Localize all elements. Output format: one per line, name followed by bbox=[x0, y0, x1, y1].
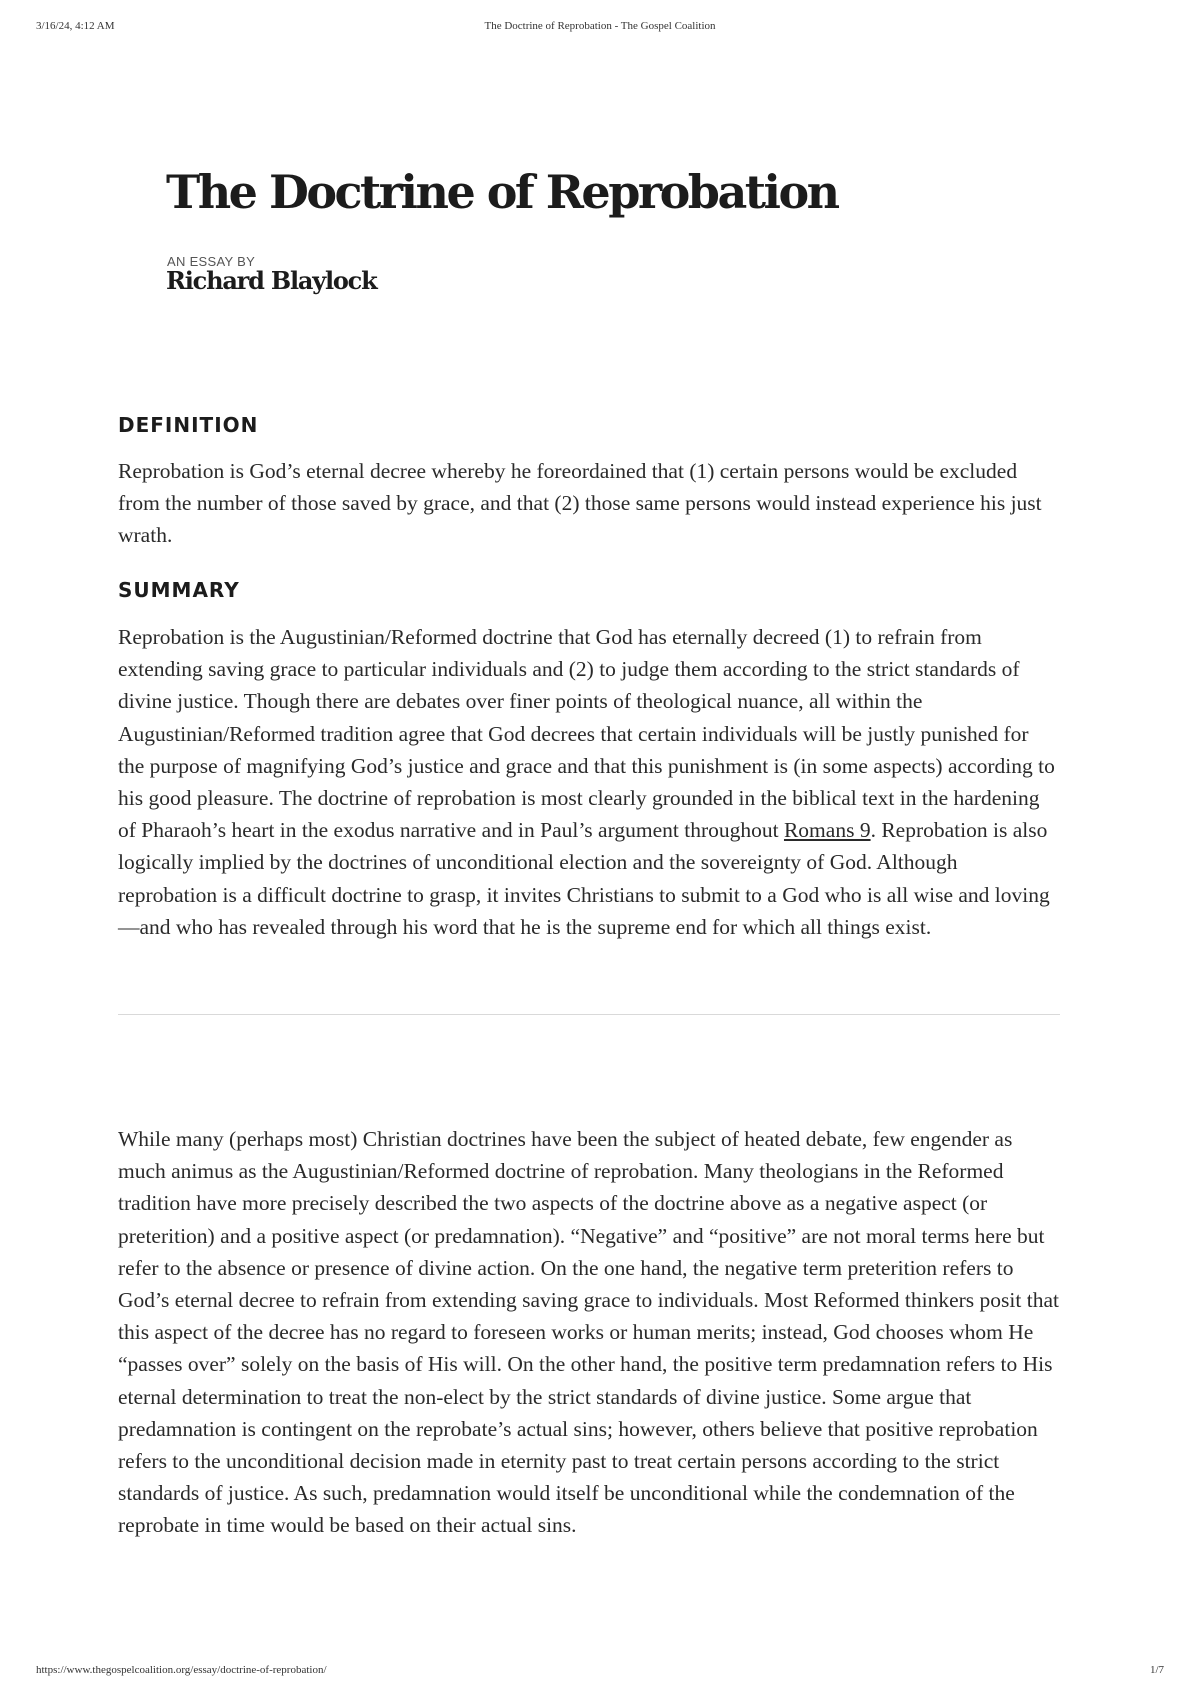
print-datetime: 3/16/24, 4:12 AM bbox=[36, 20, 115, 32]
summary-text-part-1: Reprobation is the Augustinian/Reformed doctrine that God has eternally decreed (1) to refrain from extending saving grace to particular individuals and (2) to judge them according to the strict standards of divine justice. Though there are debates over finer points of theological nuance, all within the Augustinian/Reformed tradition agree that God decrees that certain individuals will be justly punished for the purpose of magnifying God’s justice and grace and that this punishment is (in some aspects) according to his good pleasure. The doctrine of reprobation is most clearly grounded in the biblical text in the hardening of Pharaoh’s heart in the exodus narrative and in Paul’s argument throughout bbox=[118, 625, 1055, 843]
body-section bbox=[118, 1123, 1060, 1542]
section-divider bbox=[118, 1014, 1060, 1015]
essay-title: The Doctrine of Reprobation bbox=[166, 165, 838, 219]
print-url: https://www.thegospelcoalition.org/essay/doctrine-of-reprobation/ bbox=[36, 1664, 327, 1676]
summary-heading: SUMMARY bbox=[118, 578, 240, 602]
print-page-title: The Doctrine of Reprobation - The Gospel Coalition bbox=[484, 20, 716, 32]
definition-body bbox=[118, 455, 1060, 552]
definition-section bbox=[118, 413, 1060, 437]
print-header bbox=[36, 20, 1164, 38]
romans-9-link[interactable]: Romans 9 bbox=[783, 818, 871, 843]
summary-text bbox=[118, 621, 1060, 943]
definition-text: Reprobation is God’s eternal decree whereby he foreordained that (1) certain persons would be excluded from the number of those saved by grace, and that (2) those same persons would instead experience his just wrath. bbox=[118, 459, 1042, 548]
summary-body bbox=[118, 621, 1060, 943]
body-paragraph: While many (perhaps most) Christian doctrines have been the subject of heated debate, few engender as much animus as the Augustinian/Reformed doctrine of reprobation. Many theologians in the Reformed tradition have more precisely described the two aspects of the doctrine above as a negative aspect (or preterition) and a positive aspect (or predamnation). “Negative” and “positive” are not moral terms here but refer to the absence or presence of divine action. On the one hand, the negative term preterition refers to God’s eternal decree to refrain from extending saving grace to individuals. Most Reformed thinkers posit that this aspect of the decree has no regard to foreseen works or human merits; instead, God chooses whom He “passes over” solely on the basis of His will. On the other hand, the positive term predamnation refers to His eternal determination to treat the non-elect by the strict standards of divine justice. Some argue that predamnation is contingent on the reprobate’s actual sins; however, others believe that positive reprobation refers to the unconditional decision made in eternity past to treat certain persons according to the strict standards of justice. As such, predamnation would itself be unconditional while the condemnation of the reprobate in time would be based on their actual sins. bbox=[118, 1127, 1059, 1538]
summary-text-part-2: . Reprobation is also logically implied by the doctrines of unconditional election and the sovereignty of God. Although reprobation is a difficult doctrine to grasp, it invites Christians to submit to a God who is all wise and loving—and who has revealed through his word that he is the supreme end for which all things exist. bbox=[118, 818, 1050, 939]
summary-section bbox=[118, 578, 1060, 602]
author-name[interactable]: Richard Blaylock bbox=[166, 266, 377, 295]
print-footer bbox=[36, 1664, 1164, 1682]
page-indicator: 1/7 bbox=[1149, 1664, 1164, 1676]
byline-kicker: AN ESSAY BY bbox=[167, 254, 256, 269]
definition-heading: DEFINITION bbox=[118, 413, 259, 437]
